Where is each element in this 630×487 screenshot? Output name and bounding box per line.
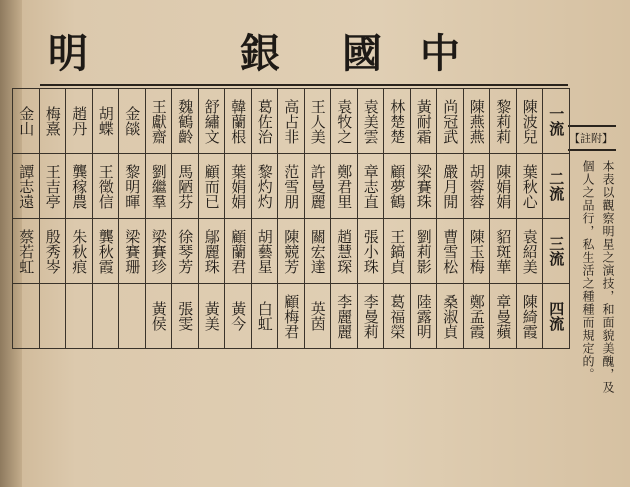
star-name: 劉繼羣	[149, 163, 168, 209]
name-cell	[92, 219, 119, 284]
name-cell	[198, 154, 225, 219]
note-line-2: 個人之品行，私生活之種種而規定的。	[581, 160, 595, 381]
name-cell	[119, 89, 146, 154]
name-cell	[225, 89, 252, 154]
name-cell	[92, 154, 119, 219]
name-cell	[13, 89, 40, 154]
name-cell	[357, 154, 384, 219]
name-cell	[145, 219, 172, 284]
star-name: 黃耐霜	[414, 98, 433, 144]
name-cell	[357, 284, 384, 349]
name-cell	[410, 219, 437, 284]
name-cell	[516, 219, 543, 284]
tier-label: 一流	[547, 106, 566, 136]
name-cell	[331, 284, 358, 349]
name-cell	[490, 89, 517, 154]
note-line-1: 本表以觀察明星之演技，和面貌美醜，及	[601, 160, 615, 394]
star-name: 鄔麗珠	[202, 228, 221, 274]
star-name: 梁賽珍	[149, 228, 168, 274]
name-cell	[463, 284, 490, 349]
star-name: 顧而已	[202, 163, 221, 209]
tier-label-cell	[543, 284, 570, 349]
star-name: 王獻齋	[149, 98, 168, 144]
star-name: 舒繡文	[202, 98, 221, 144]
name-cell	[92, 284, 119, 349]
star-name: 陸露明	[414, 293, 433, 339]
tier-label: 二流	[547, 171, 566, 201]
name-cell	[251, 284, 278, 349]
name-cell	[278, 154, 305, 219]
table-row	[13, 89, 570, 154]
star-name: 陳玉梅	[467, 228, 486, 274]
star-name: 陳燕燕	[467, 98, 486, 144]
name-cell	[66, 89, 93, 154]
star-name: 顧梅君	[282, 293, 301, 339]
title-rule	[40, 84, 568, 86]
star-name: 金山	[17, 106, 36, 136]
name-cell	[516, 89, 543, 154]
star-name: 范雪朋	[282, 163, 301, 209]
name-cell	[331, 219, 358, 284]
star-name: 白虹	[255, 301, 274, 331]
name-cell	[145, 89, 172, 154]
name-cell	[172, 284, 199, 349]
star-name: 陳競芳	[282, 228, 301, 274]
name-cell	[304, 284, 331, 349]
name-cell	[13, 154, 40, 219]
star-name: 趙丹	[70, 106, 89, 136]
star-name: 高占非	[282, 98, 301, 144]
name-cell	[225, 154, 252, 219]
name-cell	[463, 89, 490, 154]
tier-label: 四流	[547, 301, 566, 331]
name-cell	[172, 154, 199, 219]
name-cell	[119, 154, 146, 219]
star-name: 桑淑貞	[441, 293, 460, 339]
star-name: 鄭孟霞	[467, 293, 486, 339]
star-name: 朱秋痕	[70, 228, 89, 274]
name-cell	[331, 89, 358, 154]
name-cell	[198, 219, 225, 284]
name-cell	[119, 284, 146, 349]
name-cell	[278, 89, 305, 154]
star-name: 關宏達	[308, 228, 327, 274]
table-row	[13, 154, 570, 219]
star-name: 韓蘭根	[229, 98, 248, 144]
star-name: 黎莉莉	[494, 98, 513, 144]
star-name: 梅熹	[43, 106, 62, 136]
name-cell	[198, 284, 225, 349]
name-cell	[39, 154, 66, 219]
star-name: 殷秀岑	[43, 228, 62, 274]
star-name: 鄭君里	[335, 163, 354, 209]
name-cell	[490, 154, 517, 219]
name-cell	[39, 219, 66, 284]
name-cell	[39, 284, 66, 349]
star-name: 曹雪松	[441, 228, 460, 274]
star-name: 張小珠	[361, 228, 380, 274]
star-name: 葛福榮	[388, 293, 407, 339]
name-cell	[437, 219, 464, 284]
tier-label-cell	[543, 154, 570, 219]
star-name: 貂斑華	[494, 228, 513, 274]
star-name: 陳波兒	[520, 98, 539, 144]
star-name: 李麗麗	[335, 293, 354, 339]
name-cell	[66, 284, 93, 349]
star-name: 顧蘭君	[229, 228, 248, 274]
name-cell	[437, 89, 464, 154]
name-cell	[357, 89, 384, 154]
star-name: 黎明暉	[123, 163, 142, 209]
name-cell	[145, 154, 172, 219]
star-name: 章志直	[361, 163, 380, 209]
name-cell	[145, 284, 172, 349]
name-cell	[13, 219, 40, 284]
name-cell	[384, 219, 411, 284]
name-cell	[437, 154, 464, 219]
name-cell	[225, 219, 252, 284]
title-char-yin: 銀	[240, 31, 280, 77]
name-cell	[463, 154, 490, 219]
name-cell	[119, 219, 146, 284]
name-cell	[516, 154, 543, 219]
name-cell	[172, 219, 199, 284]
name-cell	[251, 154, 278, 219]
star-name: 王人美	[308, 98, 327, 144]
name-cell	[463, 219, 490, 284]
star-name: 王徵信	[96, 163, 115, 209]
star-name: 黎灼灼	[255, 163, 274, 209]
name-cell	[437, 284, 464, 349]
star-name: 徐琴芳	[176, 228, 195, 274]
name-cell	[410, 284, 437, 349]
star-name: 顧夢鶴	[388, 163, 407, 209]
star-name: 胡藝星	[255, 228, 274, 274]
star-name: 譚志遠	[17, 163, 36, 209]
star-name: 許曼麗	[308, 163, 327, 209]
star-name: 李曼莉	[361, 293, 380, 339]
star-name: 蔡若虹	[17, 228, 36, 274]
title-char-guo: 國	[342, 31, 382, 77]
star-name: 陳娟娟	[494, 163, 513, 209]
star-name: 魏鶴齡	[176, 98, 195, 144]
star-name: 黃美	[202, 301, 221, 331]
name-cell	[304, 89, 331, 154]
name-cell	[66, 154, 93, 219]
name-cell	[490, 284, 517, 349]
star-name: 梁賽珊	[123, 228, 142, 274]
star-name: 章曼蘋	[494, 293, 513, 339]
name-cell	[384, 89, 411, 154]
table-row	[13, 284, 570, 349]
name-cell	[384, 284, 411, 349]
name-cell	[331, 154, 358, 219]
star-name: 黃侯	[149, 301, 168, 331]
name-cell	[410, 89, 437, 154]
star-name: 英茵	[308, 301, 327, 331]
star-name: 胡蓉蓉	[467, 163, 486, 209]
name-cell	[304, 219, 331, 284]
name-cell	[92, 89, 119, 154]
name-cell	[304, 154, 331, 219]
name-cell	[13, 284, 40, 349]
table-row	[13, 219, 570, 284]
star-name: 袁美雲	[361, 98, 380, 144]
star-name: 王吉亭	[43, 163, 62, 209]
star-name: 葉娟娟	[229, 163, 248, 209]
name-cell	[39, 89, 66, 154]
star-name: 趙慧琛	[335, 228, 354, 274]
name-cell	[251, 89, 278, 154]
star-name: 嚴月閒	[441, 163, 460, 209]
star-name: 張雯	[176, 301, 195, 331]
name-cell	[198, 89, 225, 154]
name-cell	[516, 284, 543, 349]
star-name: 胡蝶	[96, 106, 115, 136]
name-cell	[278, 284, 305, 349]
star-name: 龔秋霞	[96, 228, 115, 274]
name-cell	[490, 219, 517, 284]
star-name: 龔稼農	[70, 163, 89, 209]
star-name: 袁牧之	[335, 98, 354, 144]
title-char-zhong: 中	[420, 31, 460, 77]
name-cell	[251, 219, 278, 284]
star-name: 尚冠武	[441, 98, 460, 144]
ranking-table	[12, 88, 570, 349]
name-cell	[278, 219, 305, 284]
name-cell	[357, 219, 384, 284]
star-name: 林楚楚	[388, 98, 407, 144]
star-name: 梁賽珠	[414, 163, 433, 209]
tier-label: 三流	[547, 236, 566, 266]
star-name: 袁紹美	[520, 228, 539, 274]
title-char-ming: 明	[48, 31, 88, 77]
name-cell	[225, 284, 252, 349]
star-name: 金燄	[123, 106, 142, 136]
star-name: 劉莉影	[414, 228, 433, 274]
name-cell	[410, 154, 437, 219]
tier-label-cell	[543, 89, 570, 154]
note-label: 【註附】	[569, 132, 613, 145]
name-cell	[384, 154, 411, 219]
name-cell	[172, 89, 199, 154]
star-name: 陳綺霞	[520, 293, 539, 339]
star-name: 馬陋芬	[176, 163, 195, 209]
name-cell	[66, 219, 93, 284]
tier-label-cell	[543, 219, 570, 284]
star-name: 葉秋心	[520, 163, 539, 209]
star-name: 葛佐治	[255, 98, 274, 144]
star-name: 黃今	[229, 301, 248, 331]
star-name: 王鎬貞	[388, 228, 407, 274]
